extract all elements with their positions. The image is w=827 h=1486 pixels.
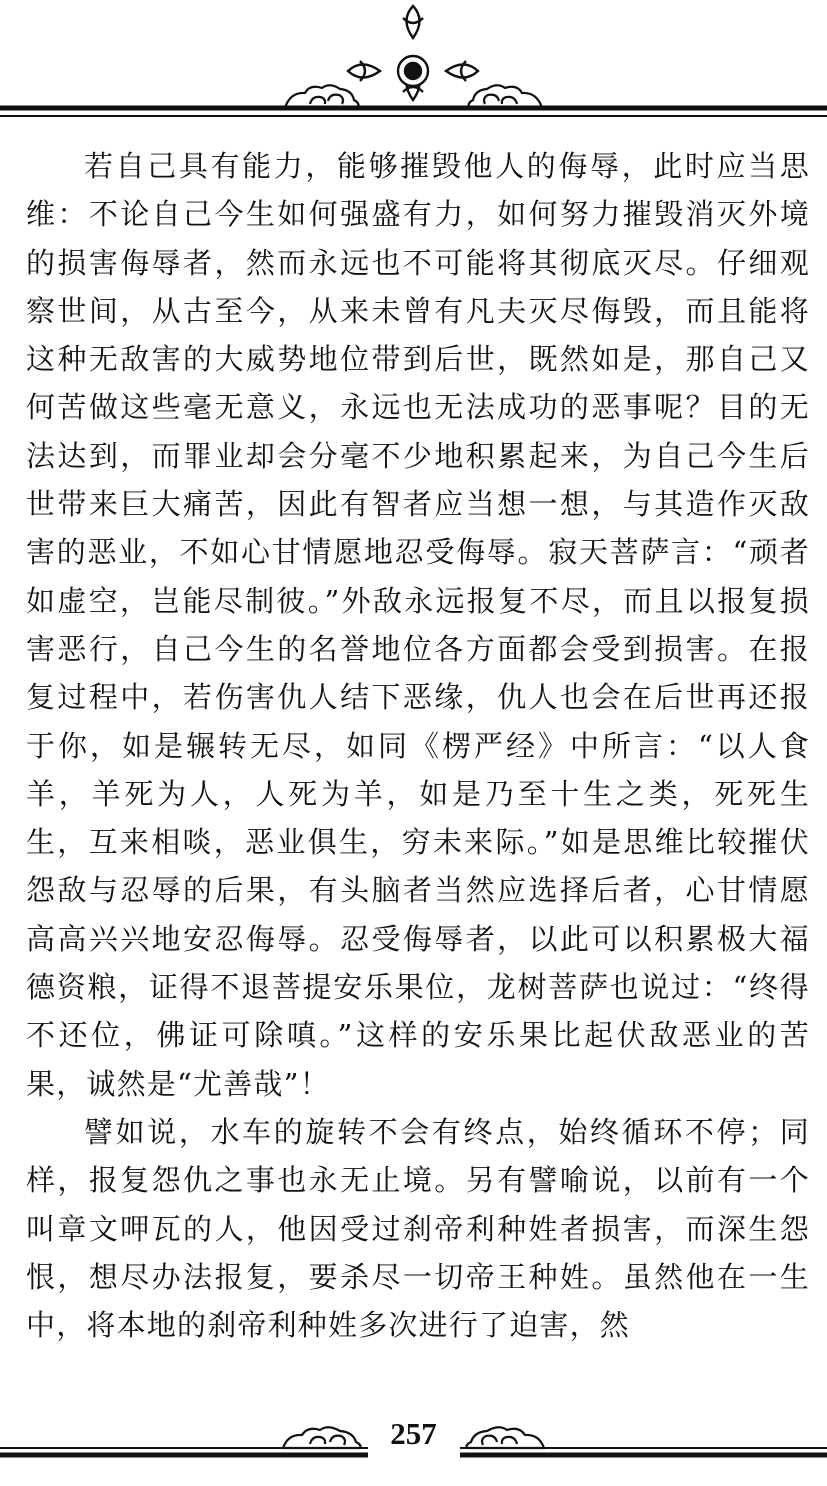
page-number: 257 xyxy=(390,1416,437,1451)
cloud-ornament-left-icon xyxy=(285,85,359,108)
cloud-ornament-right-icon xyxy=(469,85,543,108)
paragraph-1: 若自己具有能力，能够摧毁他人的侮辱，此时应当思维：不论自己今生如何强盛有力，如何努力摧毁消灭外境的损害侮辱者，然而永远也不可能将其彻底灭尽。仔细观察世间，从古至今，从来未曾有凡夫灭尽侮毁，而且能将这种无敌害的大威势地位带到后世，既然如是，那自己又何苦做这些毫无意义，永远也无法成功的恶事呢？目的无法达到，而罪业却会分毫不少地积累起来，为自己今生后世带来巨大痛苦，因此有智者应当想一想，与其造作灭敌害的恶业，不如心甘情愿地忍受侮辱。寂天菩萨言：“顽者如虚空，岂能尽制彼。”外敌永远报复不尽，而且以报复损害恶行，自己今生的名誉地位各方面都会受到损害。在报复过程中，若伤害仇人结下恶缘，仇人也会在后世再还报于你，如是辗转无尽，如同《楞严经》中所言：“以人食羊，羊死为人，人死为羊，如是乃至十生之类，死死生生，互来相啖，恶业俱生，穷未来际。”如是思维比较摧伏怨敌与忍辱的后果，有头脑者当然应选择后者，心甘情愿高高兴兴地安忍侮辱。忍受侮辱者，以此可以积累极大福德资粮，证得不退菩提安乐果位，龙树菩萨也说过：“终得不还位，佛证可除嗔。”这样的安乐果比起伏敌恶业的苦果，诚然是“尤善哉”！ xyxy=(26,149,810,1101)
body-text xyxy=(26,142,810,1349)
header-ornament xyxy=(0,0,827,135)
crossed-vajra-icon xyxy=(348,6,478,100)
paragraph-2: 譬如说，水车的旋转不会有终点，始终循环不停；同样，报复怨仇之事也永无止境。另有譬喻说，以前有一个叫章文呷瓦的人，他因受过刹帝利种姓者损害，而深生怨恨，想尽办法报复，要杀尽一切帝王种姓。虽然他在一生中，将本地的刹帝利种姓多次进行了迫害，然 xyxy=(26,1114,810,1343)
